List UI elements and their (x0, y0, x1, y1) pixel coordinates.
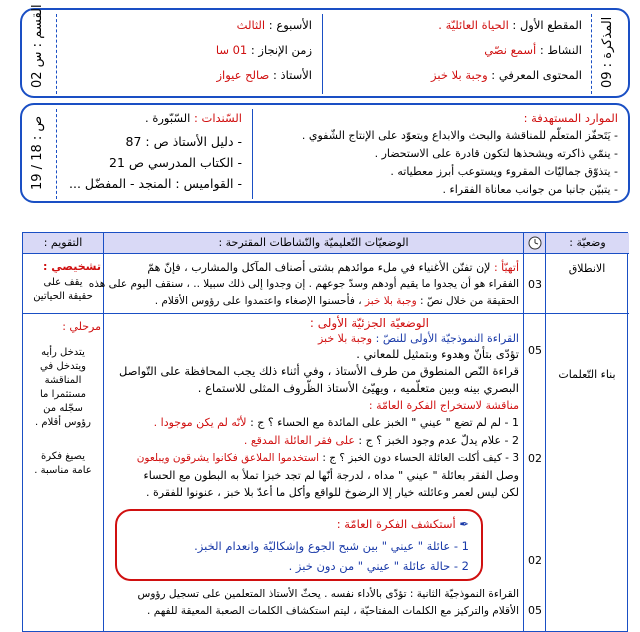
target-item: - يتبيّن جانبا من جوانب معاناة الفقراء . (442, 183, 618, 196)
eval-text: يتدخل رأيه (41, 347, 85, 358)
idea-title: ✒ أستكشف الفكرة العامّة : (336, 517, 469, 531)
stage-build: بناء التّعلمات (558, 368, 616, 381)
header-activities: الوضعيّات التّعليميّة والنّشاطات المقترحة : (104, 233, 523, 254)
header-box (20, 4, 630, 98)
paragraph-line: لكن ليس لعمر وعائلته خيار إلا الرضوخ للواقع وأكل ما أعدّ بلا خبز ، عنونوا للفقرة . (146, 486, 519, 499)
eval-text: ويتدخل في (40, 361, 86, 372)
activity-line: النشاط : أسمع نصّي (484, 43, 582, 57)
lesson-table (22, 232, 628, 632)
reading1-text: تؤدّى بتأنّ وهدوء وبتمثيل للمعاني . (356, 347, 519, 361)
reading2-line: القراءة النموذجيّة الثانية : تؤدّى بالأداء نفسه . يحثّ الأستاذ المتعلمين على تسجيل رؤوس (137, 588, 519, 600)
question-2: 2 - علام يدلّ عدم وجود الخبز ؟ ج : على فقر العائلة المدقع . (243, 434, 519, 447)
content-line: المحتوى المعرفي : وجبة بلا خبز (431, 68, 582, 82)
eval-text: رؤوس أقلام . (35, 417, 91, 428)
reading1-text: قراءة النّص المنطوق من طرف الأستاذ ، وفي أثناء ذلك يجب المحافظة على التّواصل (119, 364, 519, 378)
target-item: - ينمّي ذاكرته ويشحذها لتكون قادرة على الاستحضار . (374, 147, 618, 160)
stage-start: الانطلاق (568, 262, 606, 275)
memo-number: المذكرة : 09 (600, 16, 615, 88)
reading1-text: البصري بينه وبين متعلّميه ، ويهيّئ الأستاذ الظّروف المثلى للاستماع . (197, 381, 519, 395)
page-ref: ص : 18 / 19 (30, 115, 45, 191)
time-value: 02 (528, 554, 542, 567)
time-value: 05 (528, 344, 542, 357)
time-value: 05 (528, 604, 542, 617)
eval-text: عامة مناسبة . (34, 465, 92, 476)
intro-line: الحقيقة من خلال نصّ : وجبة بلا خبز ، فأحسنوا الإصغاء واعتمدوا على رؤوس الأقلام . (154, 295, 519, 307)
eval-formative-title: مرحلي : (62, 320, 101, 333)
teacher-line: الأستاذ : صالح عيواز (216, 68, 312, 82)
time-value: 02 (528, 452, 542, 465)
class-level: القسم : س 02 (30, 4, 45, 88)
eval-text: المناقشة (44, 375, 82, 386)
intro-line: الفقراء هو أن يجدوا ما يقيم أودهم وسدّ جوعهم . إن وجدوا إلى ذلك سبيلا .. ، سنقف اليوم على هذه (88, 278, 519, 290)
support-item: - القواميس : المنجد - المفضّل ... (69, 176, 242, 191)
reading1-line: القراءة النموذجيّة الأولى للنصّ : وجبة بلا خبز (317, 332, 519, 345)
part1-title: الوضعيّة الجزئيّة الأولى : (309, 316, 429, 330)
eval-text: مستثمرا ما (40, 389, 86, 400)
resources-box (20, 103, 630, 203)
paragraph-line: وصل الفقر بعائلة " عيني " مداه ، لدرجة أنّها لم تجد خبزا تملأ به البطون مع الحساء (143, 469, 519, 482)
eval-text: حقيقة الحياتين (33, 291, 93, 302)
week-line: الأسبوع : الثالث (236, 18, 312, 32)
targets-title: الموارد المستهدفة : (523, 111, 618, 125)
eval-diagnostic-title: تشخيصي : (43, 260, 101, 273)
header-evaluation: التقويم : (23, 233, 103, 254)
reading2-line: الأقلام والتركيز مع الكلمات المفتاحيّة ، ليتم استكشاف الكلمات الصعبة المعيقة للفهم . (147, 605, 519, 617)
clock-icon (524, 233, 545, 254)
support-item: - دليل الأستاذ ص : 87 (125, 134, 242, 149)
time-value: 03 (528, 278, 542, 291)
question-3: 3 - كيف أكلت العائلة الحساء دون الخبز ؟ ج : استخدموا الملاعق فكانوا يشرقون ويبلعون (136, 452, 519, 464)
support-item: - الكتاب المدرسي ص 21 (109, 155, 242, 170)
target-item: - يتذوّق جماليّات المقروء ويستوعب أبرز معطياته . (390, 165, 618, 178)
idea-2: 2 - حالة عائلة " عيني " من دون خبز . (288, 559, 469, 573)
idea-1: 1 - عائلة " عيني " بين شبح الجوع وإشكاليّة وانعدام الخبز. (194, 539, 469, 553)
general-idea-box (115, 509, 483, 581)
header-stage: وضعيّة : (546, 233, 629, 254)
eval-text: يقف على (43, 277, 83, 288)
eval-text: يصيغ فكرة (40, 451, 86, 462)
supports-title: السّندات : السّبّورة . (145, 111, 242, 125)
eval-text: سجّله من (43, 403, 83, 414)
question-1: 1 - لم لم تضع " عيني " الخبز على المائدة مع الحساء ؟ ج : لأنّه لم يكن موجودا . (153, 416, 519, 429)
duration-line: زمن الإنجاز : 01 سا (215, 43, 312, 57)
target-item: - يَتَحفّز المتعلّم للمناقشة والبحث والابداع ويتعوّد على الإنتاج الشّفوي . (301, 129, 618, 142)
section-line: المقطع الأول : الحياة العائليّة . (438, 18, 582, 32)
intro-line: أتهيّأ : لإن تفنّن الأغنياء في ملء موائدهم بشتى أصناف المآكل والمشارب ، فإنّ همّ (147, 261, 519, 274)
pen-icon: ✒ (459, 517, 469, 531)
discussion-title: مناقشة لاستخراج الفكرة العامّة : (368, 399, 519, 412)
